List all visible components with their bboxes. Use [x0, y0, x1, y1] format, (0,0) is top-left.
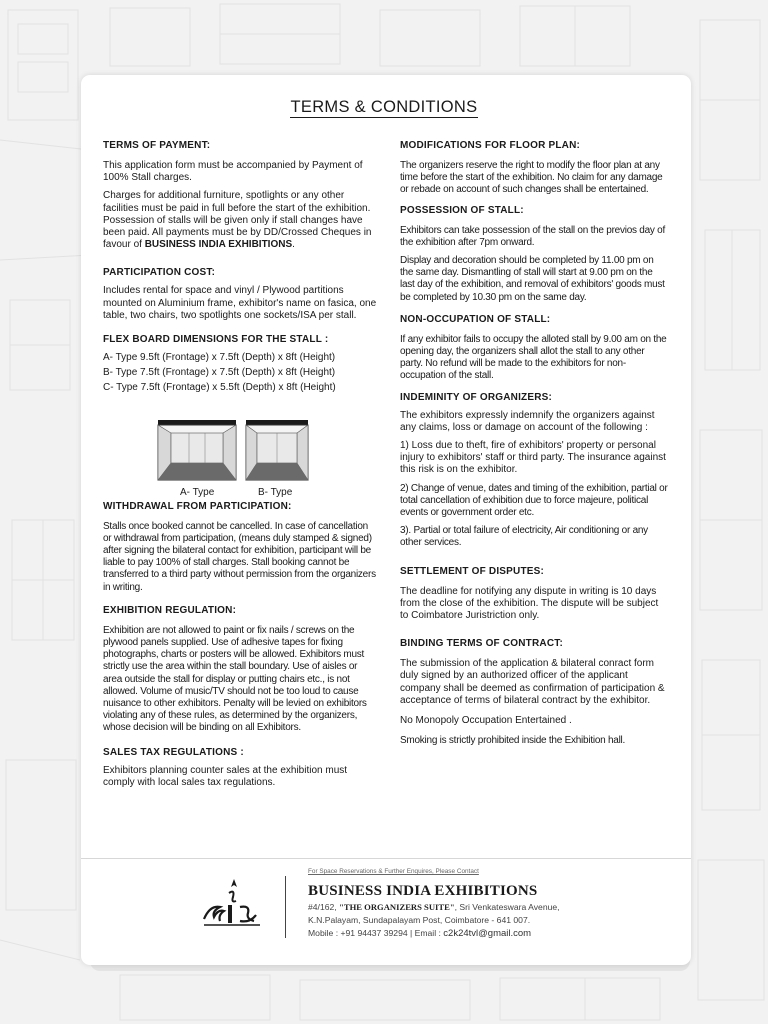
indemnity-paragraph-1: The exhibitors expressly indemnify the organizers against any claims, loss or damage on account of the following :: [400, 409, 655, 433]
binding-heading: BINDING TERMS OF CONTRACT:: [400, 638, 563, 650]
address-line-2: K.N.Palayam, Sundapalayam Post, Coimbatore - 641 007.: [308, 915, 531, 925]
floorplan-heading: MODIFICATIONS FOR FLOOR PLAN:: [400, 140, 581, 151]
stall-a-illustration: [157, 419, 237, 481]
stall-a-label: A- Type: [180, 486, 215, 498]
footer-divider-line: [81, 858, 691, 859]
mobile-number: Mobile : +91 94437 39294 | Email :: [308, 928, 441, 938]
indemnity-heading: INDEMINITY OF ORGANIZERS:: [400, 391, 553, 403]
stall-b-illustration: [245, 419, 309, 481]
right-column: [400, 140, 668, 748]
salestax-heading: SALES TAX REGULATIONS :: [103, 746, 244, 758]
flex-item-c: C- Type 7.5ft (Frontage) x 5.5ft (Depth) x 8ft (Height): [103, 382, 336, 394]
withdrawal-heading: WITHDRAWAL FROM PARTICIPATION:: [103, 500, 292, 512]
company-name: BUSINESS INDIA EXHIBITIONS: [308, 883, 538, 899]
left-column: [103, 140, 377, 789]
nonoccupation-heading: NON-OCCUPATION OF STALL:: [400, 313, 551, 325]
stall-b-label: B- Type: [258, 486, 293, 498]
nonoccupation-paragraph: If any exhibitor fails to occupy the alloted stall by 9.00 am on the opening day, the organizers shall allot the stall to any other party. No refund will be made to the exhibitors for non-occupation of the stall.: [400, 333, 667, 382]
address-line-1: #4/162, "THE ORGANIZERS SUITE", Sri Venkateswara Avenue,: [308, 902, 560, 912]
enquiry-note: For Space Reservations & Further Enquires, Please Contact: [308, 868, 479, 875]
disputes-heading: SETTLEMENT OF DISPUTES:: [400, 565, 545, 577]
indemnity-paragraph-2: 1) Loss due to theft, fire of exhibitors' property or personal injury to exhibitors' staff or third party. The insurance against this risk is on the exhibitor.: [400, 440, 666, 476]
possession-heading: POSSESSION OF STALL:: [400, 204, 524, 216]
payment-heading: TERMS OF PAYMENT:: [103, 140, 211, 151]
email-address[interactable]: c2k24tvl@gmail.com: [443, 928, 532, 939]
binding-paragraph-3: Smoking is strictly prohibited inside the Exhibition hall.: [400, 735, 626, 747]
indemnity-paragraph-3: 2) Change of venue, dates and timing of the exhibition, partial or total cancellation of exhibition due to force majeure, political events or government order etc.: [400, 482, 668, 519]
salestax-paragraph: Exhibitors planning counter sales at the exhibition must comply with local sales tax regulations.: [103, 764, 348, 788]
possession-paragraph-1: Exhibitors can take possession of the stall on the previos day of the exhibition after 7pm onward.: [400, 224, 666, 248]
possession-paragraph-2: Display and decoration should be completed by 11.00 pm on the same day. Dismantling of stall will start at 9.00 pm on the last day of the exhibition, and removal of exhibitors' goods must be completed by 10.30 pm on the same day.: [400, 255, 665, 303]
binding-paragraph-2: No Monopoly Occupation Entertained .: [400, 715, 572, 727]
disputes-paragraph: The deadline for notifying any dispute in writing is 10 days from the close of the exhibition. The dispute will be subject to Coimbatore Juristriction only.: [400, 585, 659, 622]
floorplan-paragraph: The organizers reserve the right to modify the floor plan at any time before the start of the exhibition. No claim for any damage or rebade on account of such changes shall be entertained.: [400, 160, 663, 196]
regulation-heading: EXHIBITION REGULATION:: [103, 604, 237, 616]
payment-paragraph-2: Charges for additional furniture, spotlights or any other facilities must be paid in full before the start of the exhibition. Possession of stalls will be given only if stall changes have been paid. All payments must be by DD/Crossed Cheques in favour of BUSINESS INDIA EXHIBITIONS.: [103, 190, 372, 251]
payment-paragraph-1: This application form must be accompanied by Payment of 100% Stall charges.: [103, 160, 363, 184]
participation-heading: PARTICIPATION COST:: [103, 267, 216, 279]
contact-line: [308, 928, 531, 939]
company-logo-icon: [196, 875, 268, 929]
participation-paragraph: Includes rental for space and vinyl / Plywood partitions mounted on Aluminium frame, exhibitor's name on fasica, one table, two chairs, two spotlights one sockets/ISA per stall.: [103, 285, 377, 321]
stall-figures: [103, 419, 377, 499]
page-title: TERMS & CONDITIONS: [290, 98, 478, 116]
binding-paragraph-1: The submission of the application & bilateral conract form duly signed by an authorized officer of the applicant company shall be deemed as confirmation of participation & acceptance of terms of bilateral contract by the exhibitor.: [400, 658, 665, 706]
withdrawal-paragraph: Stalls once booked cannot be cancelled. In case of cancellation or withdrawal from participation, (means duly stamped & signed) after signing the bilateral contact for exhibition, participant will be liable to pay 100% of stall charges. Stall booking cannot be transferred to a third party without permission from the organizers in writing.: [103, 520, 376, 593]
footer-vertical-divider: [285, 876, 286, 938]
flex-item-a: A- Type 9.5ft (Frontage) x 7.5ft (Depth) x 8ft (Height): [103, 352, 336, 364]
flex-item-b: B- Type 7.5ft (Frontage) x 7.5ft (Depth) x 8ft (Height): [103, 367, 336, 379]
indemnity-paragraph-4: 3). Partial or total failure of electricity, Air conditioning or any other services.: [400, 525, 648, 549]
payment-company-name: BUSINESS INDIA EXHIBITIONS: [144, 239, 293, 251]
regulation-paragraph: Exhibition are not allowed to paint or fix nails / screws on the plywood panels supplied. Use of adhesive tapes for fixing photographs, charts or posters will be allowed. Exhibitors must strictly use the area within the stall boundary. Use of aisles or area outside the stall for display or putting chairs etc., is not allowed. Volume of music/TV should not be too loud to cause nuisance to other exhibitors. Penalty will be levied on exhibitors violating any of these rules, as determined by the organizers, whose decision will be binding on all Exhibitors.: [103, 624, 367, 734]
flex-heading: FLEX BOARD DIMENSIONS FOR THE STALL :: [103, 334, 329, 346]
